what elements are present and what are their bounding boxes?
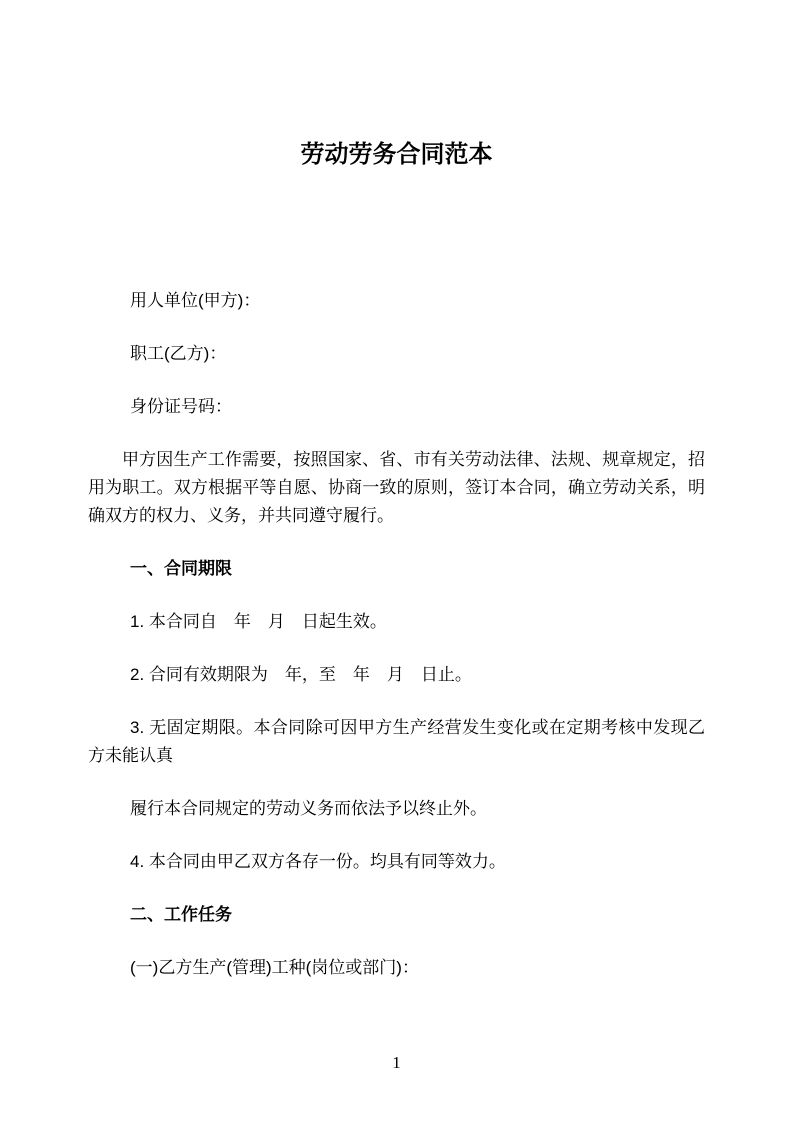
section-2-clause-1: (一)乙方生产(管理)工种(岗位或部门)： [130,958,419,977]
section-1-heading: 一、合同期限 [130,559,232,578]
party-b-label: 职工(乙方)： [130,344,227,363]
section-1-clause-3-continuation: 履行本合同规定的劳动义务而依法予以终止外。 [130,799,487,818]
id-number-label: 身份证号码： [130,397,232,416]
preamble-paragraph: 甲方因生产工作需要，按照国家、省、市有关劳动法律、法规、规章规定，招用为职工。双方根据平等自愿、协商一致的原则，签订本合同，确立劳动关系，明确双方的权力、义务，并共同遵守履行。 [88,450,705,525]
section-1-clause-2: 2. 合同有效期限为 年，至 年 月 日止。 [130,665,472,684]
party-a-label: 用人单位(甲方)： [130,291,261,310]
section-1-clause-1: 1. 本合同自 年 月 日起生效。 [130,612,387,631]
section-1-clause-3: 3. 无固定期限。本合同除可因甲方生产经营发生变化或在定期考核中发现乙方未能认真 [88,718,705,765]
section-1-clause-4: 4. 本合同由甲乙双方各存一份。均具有同等效力。 [130,852,506,871]
section-2-heading: 二、工作任务 [130,905,232,924]
contract-title: 劳动劳务合同范本 [300,141,493,168]
page-number: 1 [392,1053,401,1072]
